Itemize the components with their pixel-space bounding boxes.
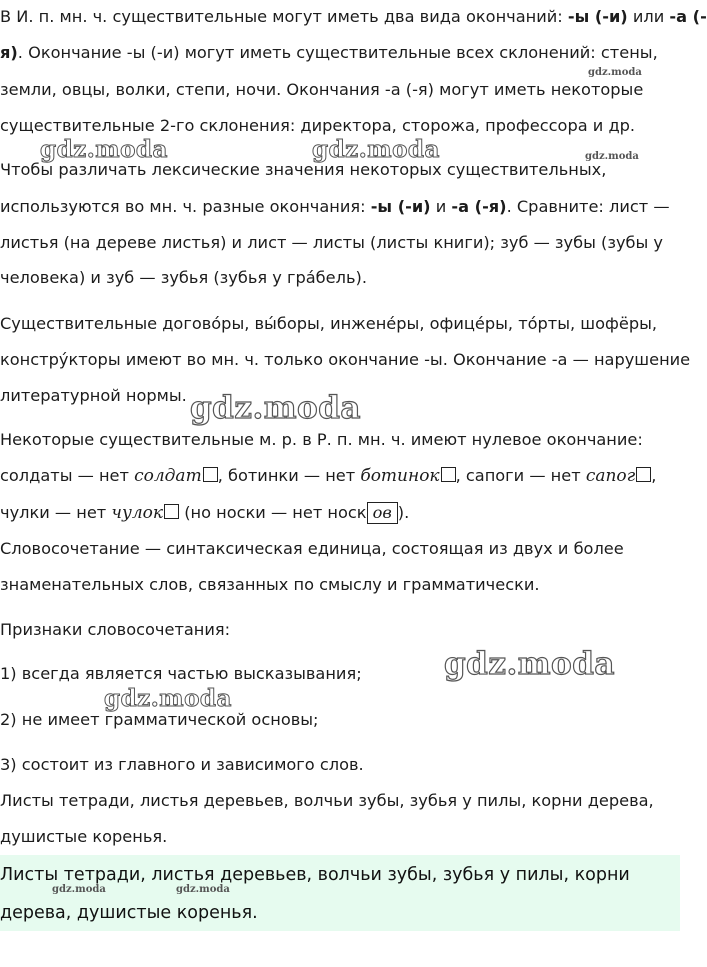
- paragraph-line: земли, овцы, волки, степи, ночи. Окончания -а (-я) могут иметь некоторые: [0, 80, 644, 99]
- bold-ending: я): [0, 43, 18, 62]
- paragraph-line: констру́кторы имеют во мн. ч. только окончание -ы. Окончание -а — нарушение: [0, 350, 691, 369]
- zero-ending-box: [636, 467, 651, 482]
- text: , сапоги — нет: [455, 466, 586, 485]
- paragraph-line: [0, 43, 658, 63]
- paragraph-line: Существительные догово́ры, вы́боры, инжене́ры, офице́ры, то́рты, шофёры,: [0, 314, 658, 333]
- zero-ending-box: [441, 467, 456, 482]
- list-item: 3) состоит из главного и зависимого слов.: [0, 755, 364, 774]
- paragraph-line: [0, 197, 670, 217]
- paragraph-line: [0, 502, 409, 524]
- paragraph-line: [0, 7, 707, 27]
- watermark: gdz.moda: [444, 646, 615, 682]
- zero-ending-box: [164, 504, 179, 519]
- watermark: gdz.moda: [104, 685, 232, 712]
- paragraph-line: знаменательных слов, связанных по смыслу и грамматически.: [0, 575, 540, 594]
- paragraph-line: душистые коренья.: [0, 827, 168, 846]
- bold-ending: -а (-я): [451, 197, 507, 216]
- text: солдаты — нет: [0, 466, 135, 485]
- watermark: gdz.moda: [176, 884, 230, 895]
- text: В И. п. мн. ч. существительные могут иметь два вида окончаний:: [0, 7, 568, 26]
- text: используются во мн. ч. разные окончания:: [0, 197, 371, 216]
- paragraph-line: [0, 466, 656, 486]
- watermark: gdz.moda: [40, 136, 168, 163]
- bold-ending: -ы (-и): [370, 197, 431, 216]
- text: ).: [397, 503, 410, 522]
- paragraph-line: Признаки словосочетания:: [0, 620, 231, 639]
- watermark: gdz.moda: [588, 67, 642, 78]
- answer-line: Листы тетради, листья деревьев, волчьи зубы, зубья у пилы, корни: [0, 865, 630, 885]
- list-item: 2) не имеет грамматической основы;: [0, 710, 319, 729]
- text: и: [430, 197, 452, 216]
- paragraph-line: человека) и зуб — зубья (зубья у гра́бель).: [0, 268, 367, 287]
- text: . Сравните: лист —: [506, 197, 670, 216]
- text: или: [627, 7, 670, 26]
- text: , ботинки — нет: [217, 466, 361, 485]
- list-item: 1) всегда является частью высказывания;: [0, 664, 362, 683]
- paragraph-line: листья (на дереве листья) и лист — листы (листы книги); зуб — зубы (зубы у: [0, 233, 664, 252]
- zero-ending-box: [203, 467, 218, 482]
- answer-block: [0, 855, 680, 931]
- italic-word: чулок: [111, 503, 164, 523]
- watermark: gdz.moda: [312, 136, 440, 163]
- paragraph-line: Чтобы различать лексические значения некоторых существительных,: [0, 160, 607, 179]
- paragraph-line: Некоторые существительные м. р. в Р. п. мн. ч. имеют нулевое окончание:: [0, 430, 643, 449]
- paragraph-line: существительные 2-го склонения: директора, сторожа, профессора и др.: [0, 116, 636, 135]
- answer-line: дерева, душистые коренья.: [0, 903, 258, 923]
- bold-ending: -а (-: [669, 7, 707, 26]
- paragraph-line: Словосочетание — синтаксическая единица, состоящая из двух и более: [0, 539, 624, 558]
- paragraph-line: литературной нормы.: [0, 386, 187, 405]
- framed-ending: ов: [367, 502, 398, 524]
- text: ,: [651, 466, 657, 485]
- text: (но носки — нет носк: [179, 503, 367, 522]
- watermark: gdz.moda: [52, 884, 106, 895]
- text: . Окончание -ы (-и) могут иметь существительные всех склонений: стены,: [17, 43, 658, 62]
- paragraph-line: Листы тетради, листья деревьев, волчьи зубы, зубья у пилы, корни дерева,: [0, 791, 654, 810]
- italic-word: сапог: [585, 466, 636, 486]
- text: чулки — нет: [0, 503, 112, 522]
- italic-word: солдат: [134, 466, 202, 486]
- italic-word: ботинок: [360, 466, 440, 486]
- bold-ending: -ы (-и): [567, 7, 628, 26]
- watermark: gdz.moda: [190, 390, 361, 426]
- watermark: gdz.moda: [585, 151, 639, 162]
